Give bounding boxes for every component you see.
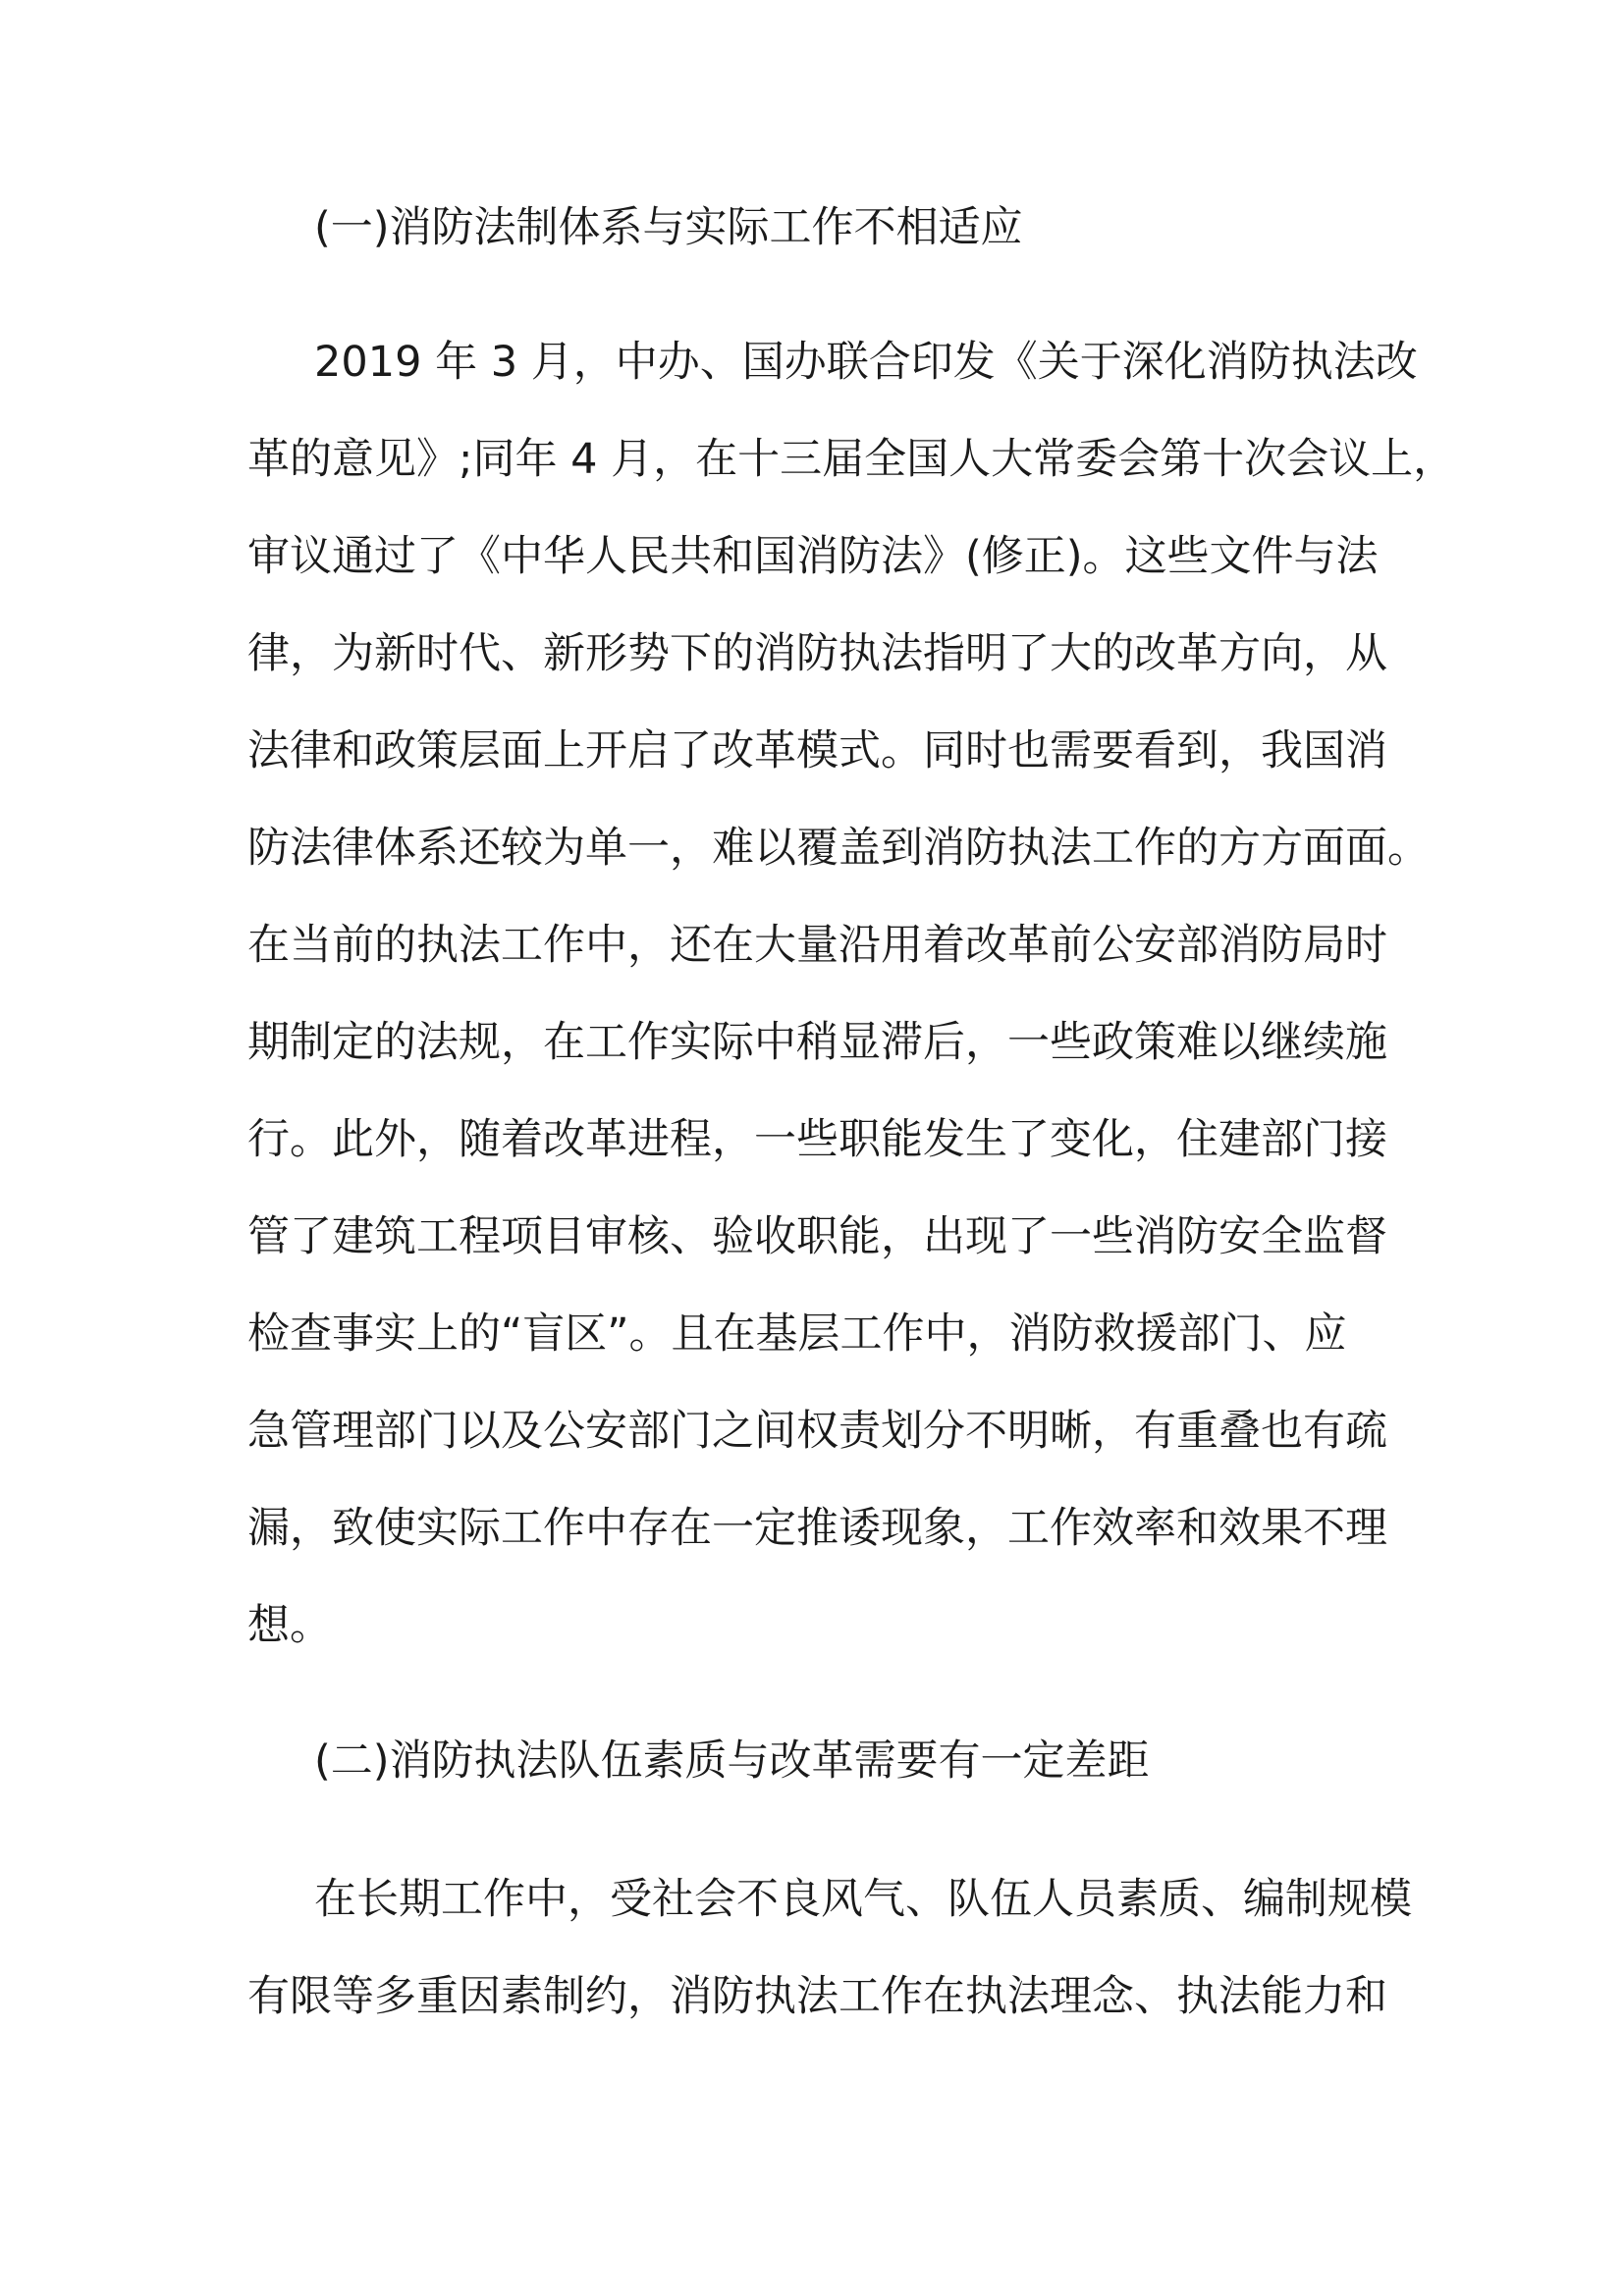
paragraph-line: 有限等多重因素制约，消防执法工作在执法理念、执法能力和	[247, 1972, 1387, 2021]
paragraph-line: 急管理部门以及公安部门之间权责划分不明晰，有重叠也有疏	[247, 1407, 1387, 1456]
paragraph-line: 在当前的执法工作中，还在大量沿用着改革前公安部消防局时	[247, 921, 1387, 970]
paragraph-line: 律，为新时代、新形势下的消防执法指明了大的改革方向，从	[247, 629, 1387, 678]
paragraph-line: 漏，致使实际工作中存在一定推诿现象，工作效率和效果不理	[247, 1504, 1387, 1553]
paragraph-line: 行。此外，随着改革进程，一些职能发生了变化，住建部门接	[247, 1115, 1387, 1164]
paragraph-line: 期制定的法规，在工作实际中稍显滞后，一些政策难以继续施	[247, 1018, 1387, 1067]
section-heading-2: (二)消防执法队伍素质与改革需要有一定差距	[314, 1736, 1150, 1786]
paragraph-line: 法律和政策层面上开启了改革模式。同时也需要看到，我国消	[247, 726, 1387, 775]
paragraph-line: 审议通过了《中华人民共和国消防法》(修正)。这些文件与法	[247, 532, 1379, 581]
paragraph-line: 革的意见》;同年 4 月，在十三届全国人大常委会第十次会议上，	[247, 435, 1456, 484]
section-heading-1: (一)消防法制体系与实际工作不相适应	[314, 203, 1023, 252]
paragraph-line: 在长期工作中，受社会不良风气、队伍人员素质、编制规模	[314, 1875, 1412, 1924]
paragraph-line: 想。	[247, 1601, 332, 1650]
paragraph-line: 2019 年 3 月，中办、国办联合印发《关于深化消防执法改	[314, 338, 1418, 387]
paragraph-line: 管了建筑工程项目审核、验收职能，出现了一些消防安全监督	[247, 1212, 1387, 1261]
paragraph-line: 检查事实上的“盲区”。且在基层工作中，消防救援部门、应	[247, 1309, 1347, 1359]
paragraph-line: 防法律体系还较为单一，难以覆盖到消防执法工作的方方面面。	[247, 824, 1430, 873]
